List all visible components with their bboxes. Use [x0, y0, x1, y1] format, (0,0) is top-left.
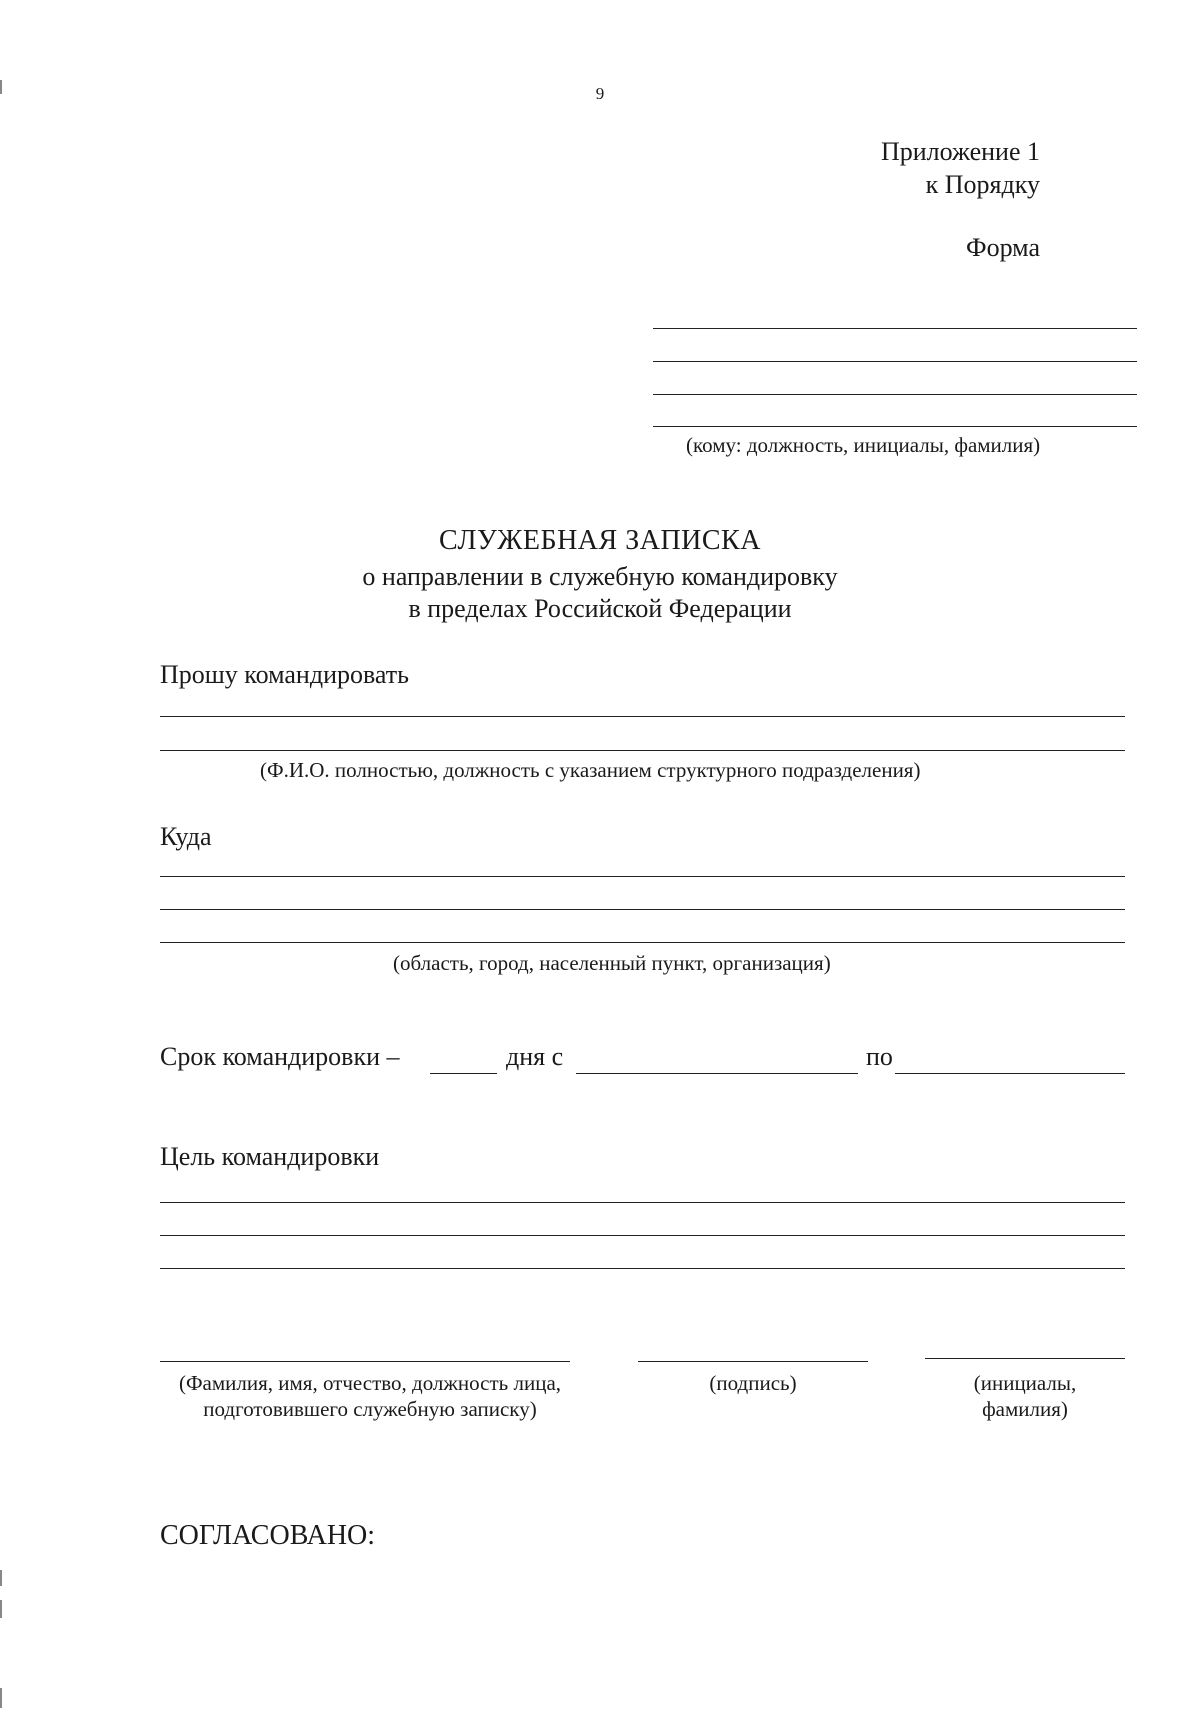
document-subtitle-1: о направлении в служебную командировку [362, 562, 838, 591]
form-label: Форма [966, 233, 1040, 262]
scan-artifact [0, 1600, 2, 1618]
appendix-line-1: Приложение 1 [880, 137, 1040, 166]
destination-caption: (область, город, населенный пункт, организация) [393, 951, 831, 975]
scan-artifact [0, 1570, 2, 1586]
preparer-name-field[interactable] [160, 1361, 570, 1362]
send-request-line-2[interactable] [160, 750, 1125, 751]
initials-caption: (инициалы, фамилия) [973, 1371, 1077, 1421]
addressee-line-4[interactable] [653, 426, 1137, 427]
addressee-line-3[interactable] [653, 394, 1137, 395]
scan-artifact [0, 1688, 2, 1708]
approved-label: СОГЛАСОВАНО: [160, 1520, 376, 1551]
addressee-caption: (кому: должность, инициалы, фамилия) [686, 433, 1041, 457]
appendix-line-2: к Порядку [925, 170, 1040, 199]
scan-artifact [0, 80, 2, 94]
purpose-label: Цель командировки [160, 1142, 380, 1171]
addressee-line-1[interactable] [653, 328, 1137, 329]
signature-field[interactable] [638, 1361, 868, 1362]
purpose-line-2[interactable] [160, 1235, 1125, 1236]
duration-days-field[interactable] [430, 1073, 497, 1074]
duration-days-text: дня с [506, 1042, 564, 1071]
page-number: 9 [595, 84, 605, 103]
destination-line-3[interactable] [160, 942, 1125, 943]
duration-start-date-field[interactable] [576, 1073, 858, 1074]
initials-field[interactable] [925, 1358, 1125, 1359]
duration-to-text: по [866, 1042, 893, 1071]
preparer-caption: (Фамилия, имя, отчество, должность лица, подготовившего служебную записку) [178, 1371, 562, 1421]
send-request-caption: (Ф.И.О. полностью, должность с указанием структурного подразделения) [260, 758, 921, 782]
send-request-line-1[interactable] [160, 716, 1125, 717]
document-subtitle-2: в пределах Российской Федерации [408, 594, 792, 623]
addressee-line-2[interactable] [653, 361, 1137, 362]
purpose-line-3[interactable] [160, 1268, 1125, 1269]
destination-line-2[interactable] [160, 909, 1125, 910]
destination-label: Куда [160, 822, 212, 851]
duration-label: Срок командировки – [160, 1042, 400, 1071]
destination-line-1[interactable] [160, 876, 1125, 877]
send-request-label: Прошу командировать [160, 660, 410, 689]
appendix-reference [881, 135, 1040, 201]
purpose-line-1[interactable] [160, 1202, 1125, 1203]
signature-caption: (подпись) [709, 1371, 797, 1395]
duration-end-date-field[interactable] [895, 1073, 1125, 1074]
document-title: СЛУЖЕБНАЯ ЗАПИСКА [439, 525, 761, 556]
